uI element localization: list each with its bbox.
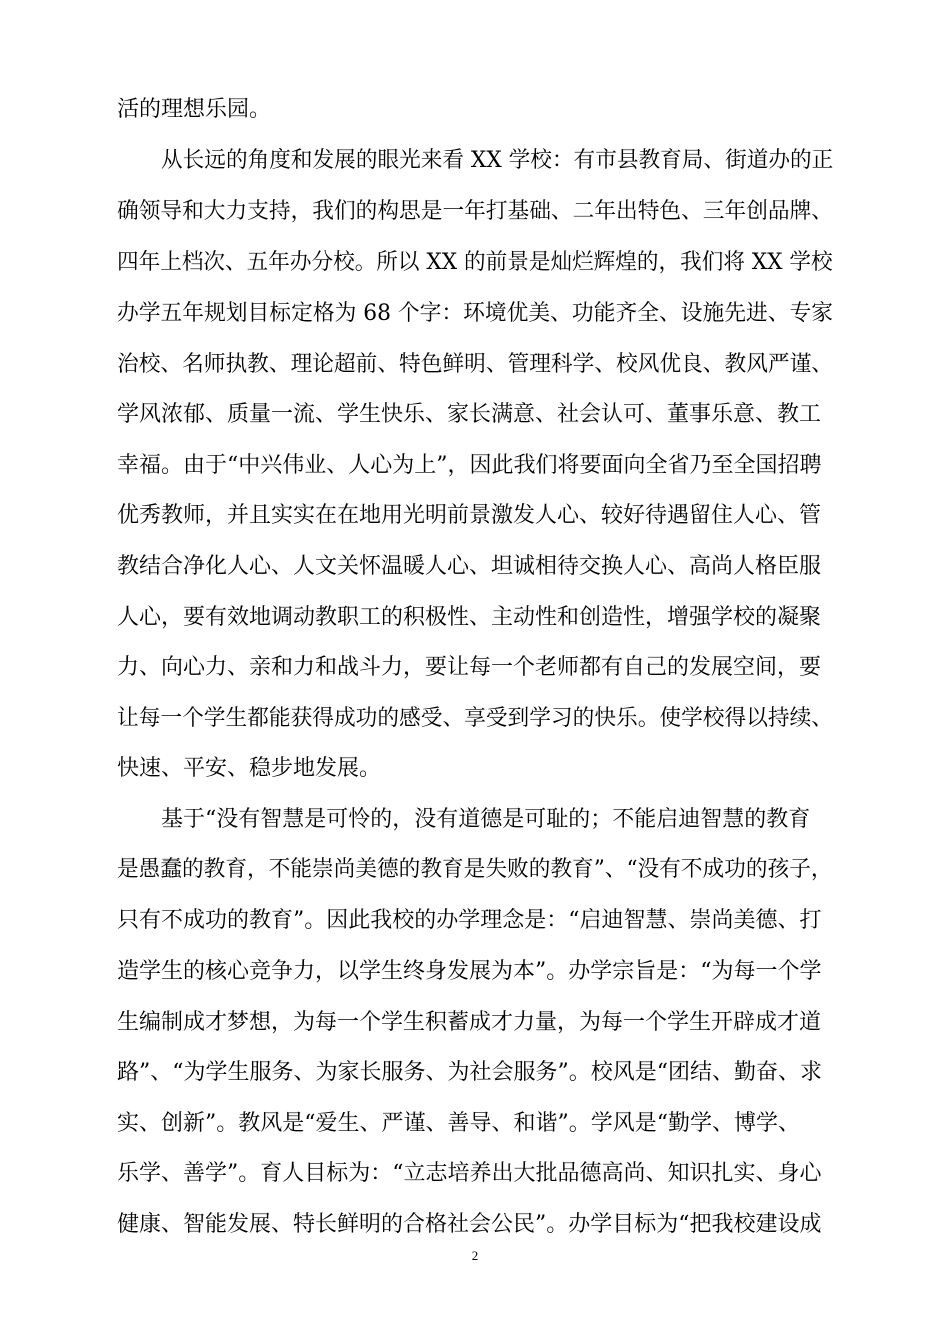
text-line: 实、创新”。教风是“爱生、严谨、善导、和谐”。学风是“勤学、博学、 bbox=[117, 1111, 800, 1136]
text-line: 是愚蠢的教育，不能崇尚美德的教育是失败的教育”、“没有不成功的孩子， bbox=[117, 857, 833, 882]
text-line: 快速、平安、稳步地发展。 bbox=[117, 756, 382, 781]
text-line: 从长远的角度和发展的眼光来看 XX 学校：有市县教育局、街道办的正 bbox=[161, 148, 834, 173]
text-line: 治校、名师执教、理论超前、特色鲜明、管理科学、校风优良、教风严谨、 bbox=[117, 352, 833, 377]
text-line: 只有不成功的教育”。因此我校的办学理念是：“启迪智慧、崇尚美德、打 bbox=[117, 908, 822, 933]
text-line: 人心，要有效地调动教职工的积极性、主动性和创造性，增强学校的凝聚 bbox=[117, 605, 822, 630]
text-line: 学风浓郁、质量一流、学生快乐、家长满意、社会认可、董事乐意、教工 bbox=[117, 402, 822, 427]
text-line: 路”、“为学生服务、为家长服务、为社会服务”。校风是“团结、勤奋、求 bbox=[117, 1060, 822, 1085]
text-line: 生编制成才梦想，为每一个学生积蓄成才力量，为每一个学生开辟成才道 bbox=[117, 1010, 822, 1035]
text-line: 基于“没有智慧是可怜的，没有道德是可耻的；不能启迪智慧的教育 bbox=[161, 807, 811, 832]
text-line: 力、向心力、亲和力和战斗力，要让每一个老师都有自己的发展空间，要 bbox=[117, 655, 822, 680]
text-line: 办学五年规划目标定格为 68 个字：环境优美、功能齐全、设施先进、专家 bbox=[117, 301, 834, 326]
text-line: 让每一个学生都能获得成功的感受、享受到学习的快乐。使学校得以持续、 bbox=[117, 706, 833, 731]
text-line: 优秀教师，并且实实在在地用光明前景激发人心、较好待遇留住人心、管 bbox=[117, 503, 822, 528]
text-line: 造学生的核心竞争力，以学生终身发展为本”。办学宗旨是：“为每一个学 bbox=[117, 959, 822, 984]
text-line: 乐学、善学”。育人目标为：“立志培养出大批品德高尚、知识扎实、身心 bbox=[117, 1161, 822, 1186]
text-line: 健康、智能发展、特长鲜明的合格社会公民”。办学目标为“把我校建设成 bbox=[117, 1212, 822, 1237]
text-line: 四年上档次、五年办分校。所以 XX 的前景是灿烂辉煌的，我们将 XX 学校 bbox=[117, 250, 833, 275]
text-line: 确领导和大力支持，我们的构思是一年打基础、二年出特色、三年创品牌、 bbox=[117, 199, 833, 224]
text-line: 活的理想乐园。 bbox=[117, 97, 272, 122]
page-number: 2 bbox=[471, 1248, 479, 1263]
text-line: 幸福。由于“中兴伟业、人心为上”，因此我们将要面向全省乃至全国招聘 bbox=[117, 453, 822, 478]
text-line: 教结合净化人心、人文关怀温暖人心、坦诚相待交换人心、高尚人格臣服 bbox=[117, 554, 822, 579]
